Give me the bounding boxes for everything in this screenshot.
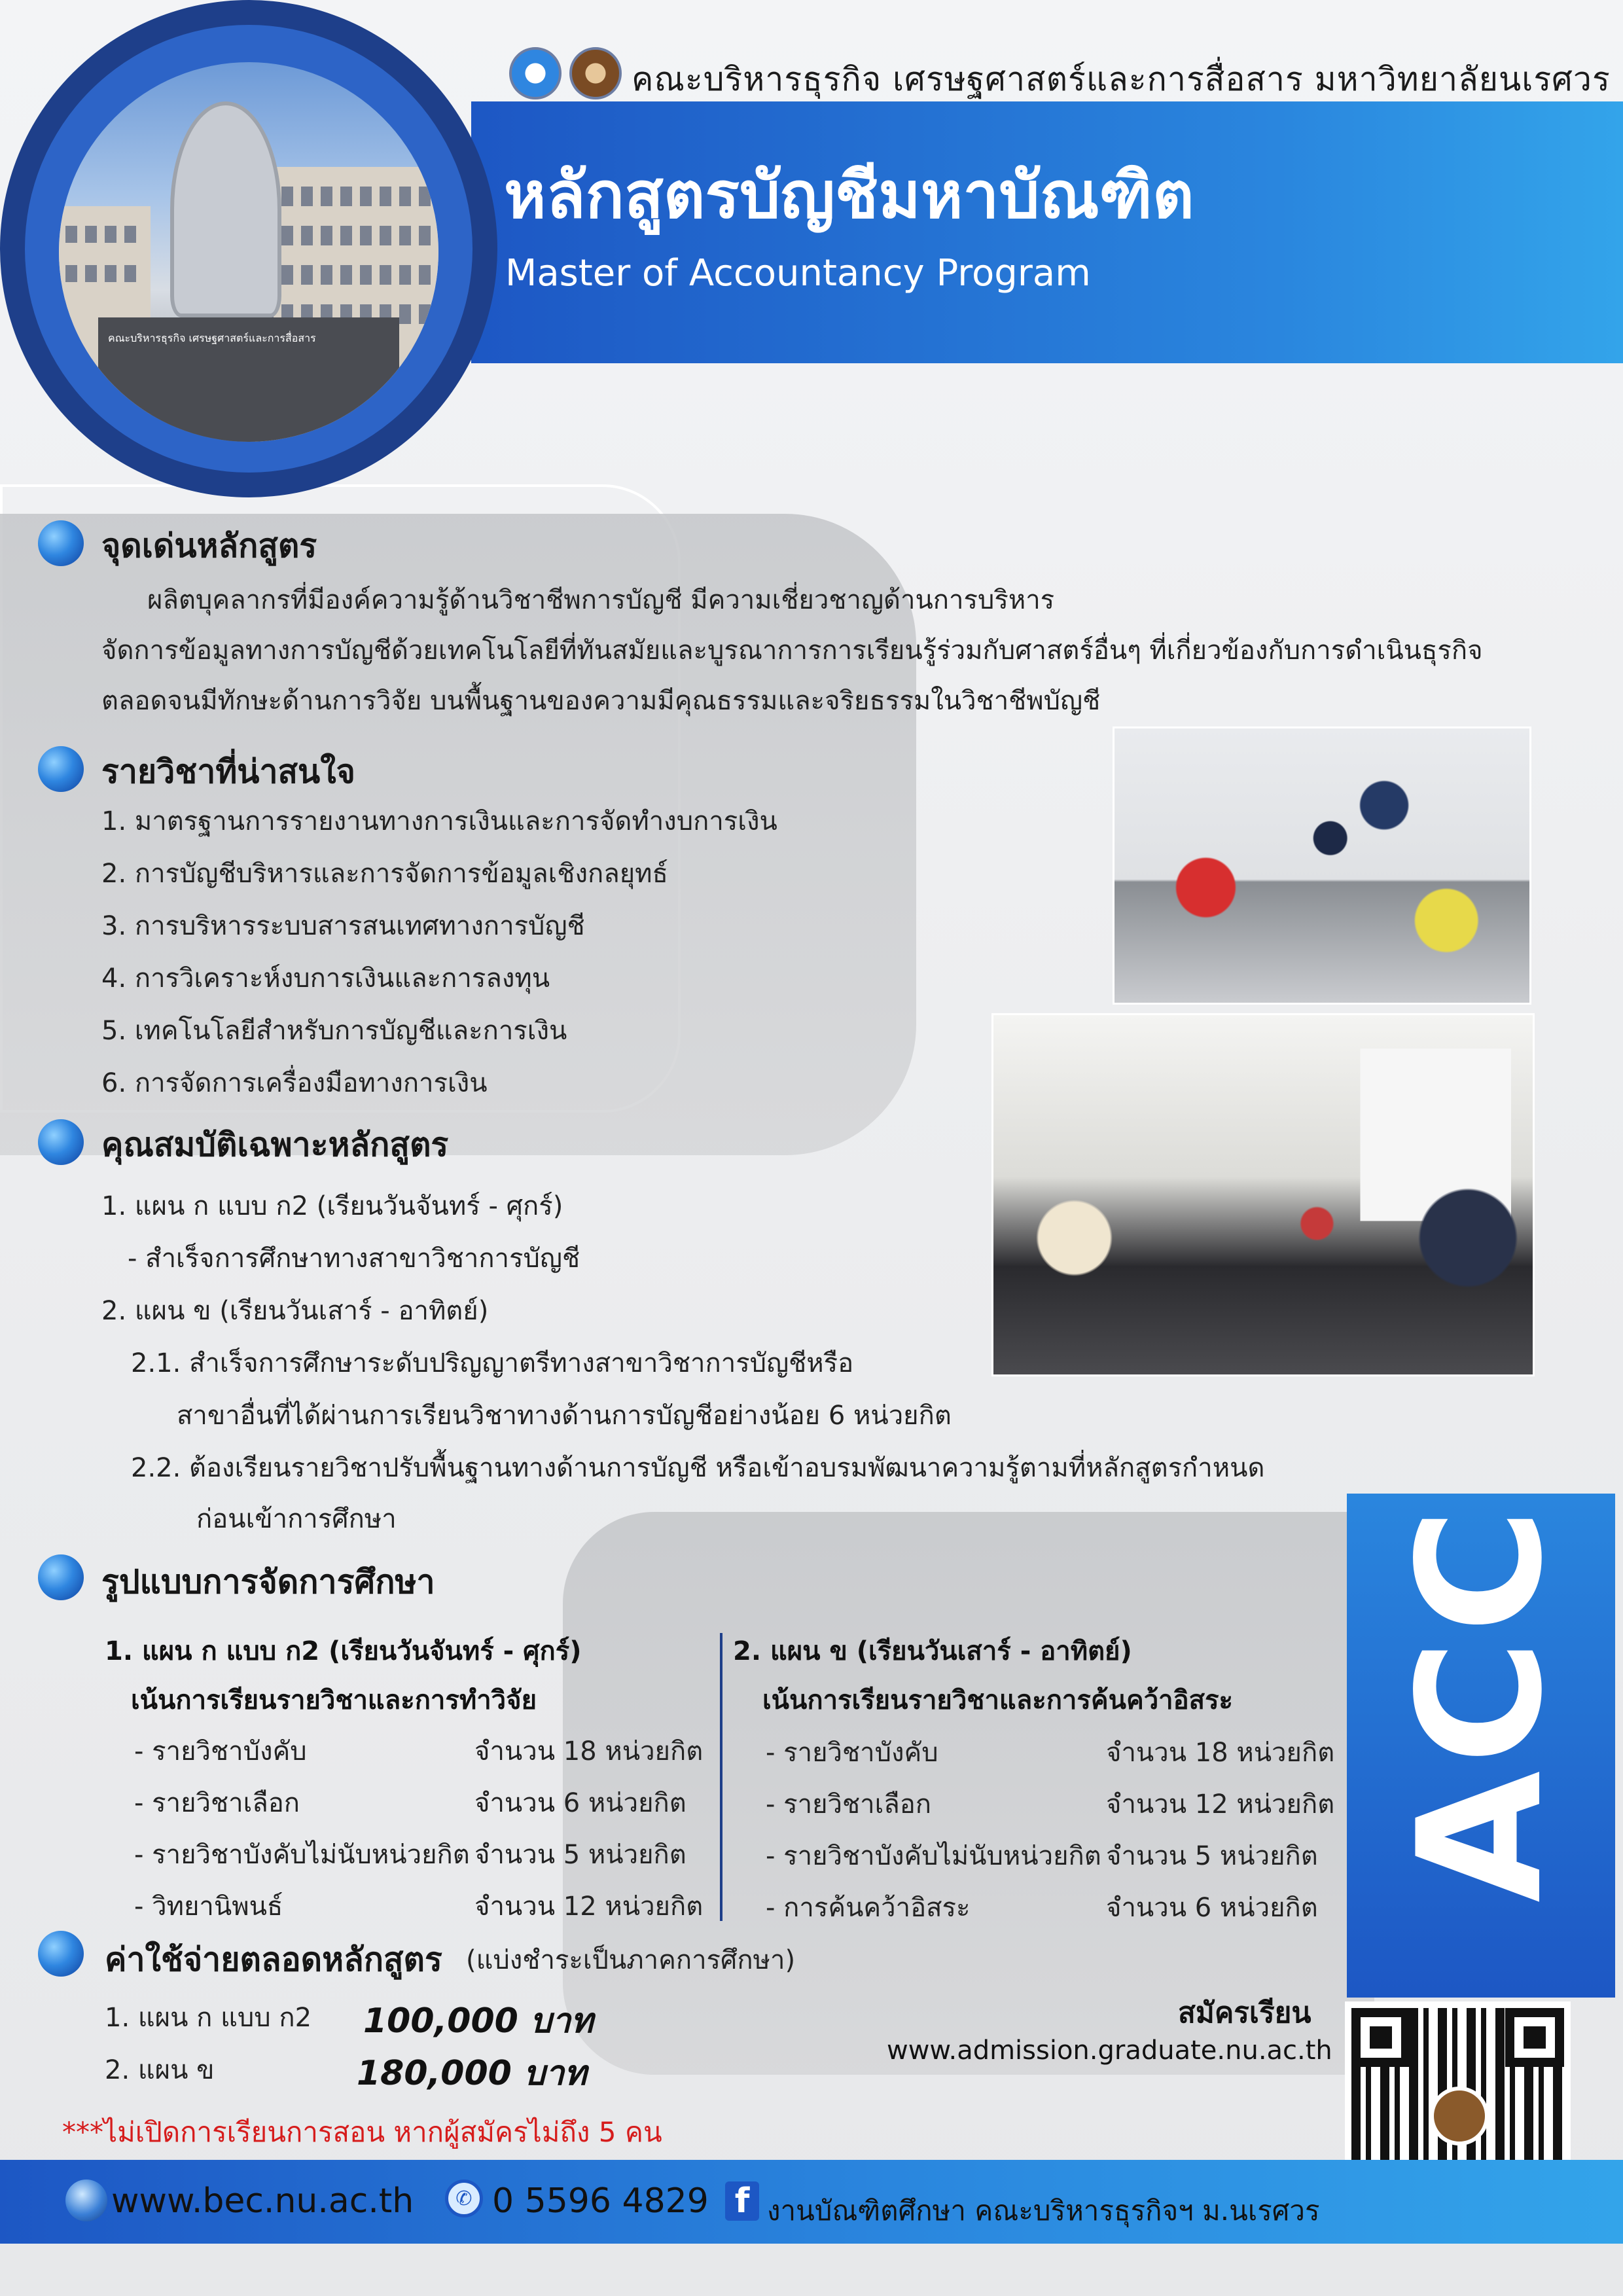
qualification-plan-b: 2. แผน ข (เรียนวันเสาร์ - อาทิตย์) xyxy=(101,1296,489,1326)
format-heading: รูปแบบการจัดการศึกษา xyxy=(101,1563,435,1601)
globe-icon xyxy=(65,2179,107,2221)
plan-b-row-label: - รายวิชาเลือก xyxy=(766,1789,932,1820)
admission-url[interactable]: www.admission.graduate.nu.ac.th xyxy=(887,2036,1332,2066)
section-bullet-icon xyxy=(38,1931,84,1977)
photo-sign-text: คณะบริหารธุรกิจ เศรษฐศาสตร์และการสื่อสาร xyxy=(108,332,316,344)
qualification-plan-a: 1. แผน ก แบบ ก2 (เรียนวันจันทร์ - ศุกร์) xyxy=(101,1191,563,1221)
acc-badge-text: ACC xyxy=(1382,1501,1580,1903)
plan-b-row-amount: จำนวน 18 หน่วยกิต xyxy=(1106,1738,1335,1768)
apply-label: สมัครเรียน xyxy=(1178,1996,1311,2030)
facebook-icon: f xyxy=(725,2181,759,2221)
phone-icon: ✆ xyxy=(445,2179,483,2217)
program-title-en: Master of Accountancy Program xyxy=(505,252,1091,295)
highlights-heading: จุดเด่นหลักสูตร xyxy=(101,527,317,565)
plans-divider xyxy=(720,1633,722,1921)
courses-heading: รายวิชาที่น่าสนใจ xyxy=(101,753,355,791)
course-item-6: 6. การจัดการเครื่องมือทางการเงิน xyxy=(101,1068,488,1098)
plan-a-row-label: - รายวิชาบังคับ xyxy=(134,1736,307,1767)
footer-facebook[interactable]: งานบัณฑิตศึกษา คณะบริหารธุรกิจฯ ม.นเรศวร xyxy=(767,2195,1320,2227)
qualification-plan-b-req-2: 2.2. ต้องเรียนรายวิชาปรับพื้นฐานทางด้านการบัญชี หรือเข้าอบรมพัฒนาความรู้ตามที่หลักสูตรกำหนด xyxy=(131,1453,1265,1483)
cost-plan-a-label: 1. แผน ก แบบ ก2 xyxy=(105,2003,312,2033)
plan-a-row-amount: จำนวน 5 หน่วยกิต xyxy=(474,1840,687,1870)
highlights-line-1: ผลิตบุคลากรที่มีองค์ความรู้ด้านวิชาชีพการบัญชี มีความเชี่ยวชาญด้านการบริหาร xyxy=(147,585,1055,615)
minimum-enrollment-warning: ***ไม่เปิดการเรียนการสอน หากผู้สมัครไม่ถึง 5 คน xyxy=(62,2116,662,2148)
plan-a-title: 1. แผน ก แบบ ก2 (เรียนวันจันทร์ - ศุกร์) xyxy=(105,1636,582,1666)
course-item-2: 2. การบัญชีบริหารและการจัดการข้อมูลเชิงกลยุทธ์ xyxy=(101,859,668,889)
plan-a-row-amount: จำนวน 12 หน่วยกิต xyxy=(474,1892,704,1922)
section-bullet-icon xyxy=(38,1554,84,1600)
qualifications-heading: คุณสมบัติเฉพาะหลักสูตร xyxy=(101,1126,449,1164)
qualification-plan-b-req-1: 2.1. สำเร็จการศึกษาระดับปริญญาตรีทางสาขาวิชาการบัญชีหรือ xyxy=(131,1348,854,1378)
qualification-plan-a-req: - สำเร็จการศึกษาทางสาขาวิชาการบัญชี xyxy=(128,1244,580,1274)
footer-phone[interactable]: 0 5596 4829 xyxy=(492,2181,709,2221)
plan-a-row-label: - วิทยานิพนธ์ xyxy=(134,1892,283,1922)
plan-a-row-amount: จำนวน 18 หน่วยกิต xyxy=(474,1736,704,1767)
section-bullet-icon xyxy=(38,746,84,792)
faculty-building-photo xyxy=(59,62,438,442)
course-item-4: 4. การวิเคราะห์งบการเงินและการลงทุน xyxy=(101,963,550,994)
plan-b-row-label: - รายวิชาบังคับไม่นับหน่วยกิต xyxy=(766,1841,1101,1871)
costs-heading: ค่าใช้จ่ายตลอดหลักสูตร xyxy=(105,1941,442,1979)
plan-b-row-label: - รายวิชาบังคับ xyxy=(766,1738,938,1768)
section-bullet-icon xyxy=(38,1119,84,1165)
plan-a-row-amount: จำนวน 6 หน่วยกิต xyxy=(474,1788,687,1818)
plan-b-row-amount: จำนวน 5 หน่วยกิต xyxy=(1106,1841,1318,1871)
naresuan-university-logo xyxy=(509,47,562,99)
classroom-meeting-photo xyxy=(991,1013,1535,1376)
program-title-th: หลักสูตรบัญชีมหาบัณฑิต xyxy=(504,158,1194,233)
course-item-3: 3. การบริหารระบบสารสนเทศทางการบัญชี xyxy=(101,911,585,941)
plan-b-row-amount: จำนวน 12 หน่วยกิต xyxy=(1106,1789,1335,1820)
faculty-name: คณะบริหารธุรกิจ เศรษฐศาสตร์และการสื่อสาร มหาวิทยาลัยนเรศวร xyxy=(632,60,1611,98)
cost-plan-b-price: 180,000 บาท xyxy=(357,2054,587,2093)
course-item-5: 5. เทคโนโลยีสำหรับการบัญชีและการเงิน xyxy=(101,1016,567,1046)
faculty-logo xyxy=(569,47,622,99)
qualification-plan-b-req-1-cont: สาขาอื่นที่ได้ผ่านการเรียนวิชาทางด้านการบัญชีอย่างน้อย 6 หน่วยกิต xyxy=(177,1401,952,1431)
plan-a-subtitle: เน้นการเรียนรายวิชาและการทำวิจัย xyxy=(131,1685,537,1715)
course-item-1: 1. มาตรฐานการรายงานทางการเงินและการจัดทำงบการเงิน xyxy=(101,806,777,836)
highlights-line-2: จัดการข้อมูลทางการบัญชีด้วยเทคโนโลยีที่ทันสมัยและบูรณาการการเรียนรู้ร่วมกับศาสตร์อื่นๆ ที่เกี่ยวข้องกับการดำเนินธุรกิจ xyxy=(101,636,1483,666)
costs-note: (แบ่งชำระเป็นภาคการศึกษา) xyxy=(466,1945,796,1975)
section-bullet-icon xyxy=(38,520,84,566)
plan-b-subtitle: เน้นการเรียนรายวิชาและการค้นคว้าอิสระ xyxy=(762,1685,1234,1715)
statue xyxy=(170,101,281,317)
plan-a-row-label: - รายวิชาเลือก xyxy=(134,1788,300,1818)
qr-center-logo xyxy=(1430,2087,1489,2145)
cost-plan-a-price: 100,000 บาท xyxy=(363,2001,594,2041)
plan-a-row-label: - รายวิชาบังคับไม่นับหน่วยกิต xyxy=(134,1840,470,1870)
qualification-plan-b-req-2-cont: ก่อนเข้าการศึกษา xyxy=(196,1504,397,1534)
plan-b-title: 2. แผน ข (เรียนวันเสาร์ - อาทิตย์) xyxy=(733,1636,1132,1666)
cost-plan-b-label: 2. แผน ข xyxy=(105,2055,215,2085)
footer-website[interactable]: www.bec.nu.ac.th xyxy=(111,2181,414,2221)
acc-badge xyxy=(1347,1494,1615,1998)
plan-b-row-label: - การค้นคว้าอิสระ xyxy=(766,1893,971,1923)
highlights-line-3: ตลอดจนมีทักษะด้านการวิจัย บนพื้นฐานของความมีคุณธรรมและจริยธรรมในวิชาชีพบัญชี xyxy=(101,686,1101,716)
students-studying-photo xyxy=(1113,726,1531,1005)
plan-b-row-amount: จำนวน 6 หน่วยกิต xyxy=(1106,1893,1318,1923)
